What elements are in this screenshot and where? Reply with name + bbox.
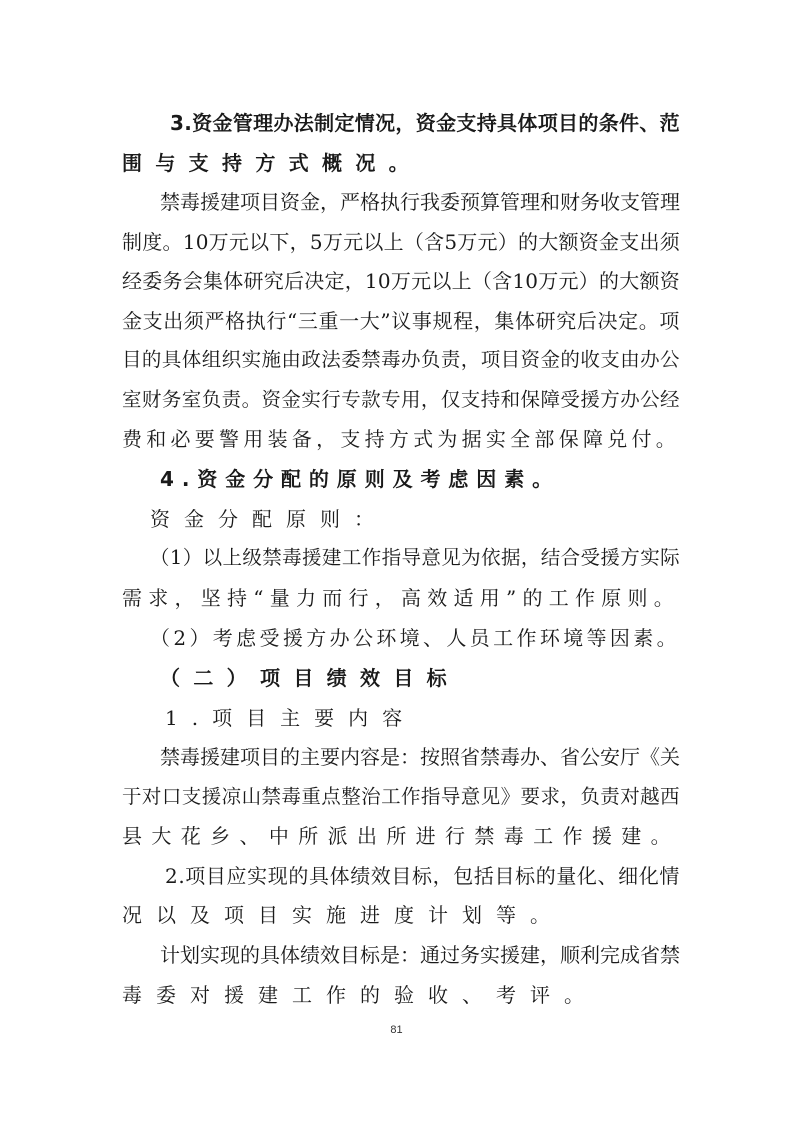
list-item-line: 需求，坚持“量力而行，高效适用”的工作原则。 (122, 586, 680, 610)
paragraph-line: 禁毒援建项目资金，严格执行我委预算管理和财务收支管理 (160, 190, 680, 214)
paragraph-line: 于对口支援凉山禁毒重点整治工作指导意见》要求，负责对越西 (122, 785, 680, 808)
paragraph-line: 毒委对援建工作的验收、考评。 (122, 983, 598, 1007)
page-number: 81 (390, 1024, 403, 1036)
paragraph-line: 室财务室负责。资金实行专款专用，仅支持和保障受援方办公经 (122, 388, 680, 411)
section-heading: （二）项目绩效目标 (160, 666, 460, 690)
section-4-heading: 4.资金分配的原则及考虑因素。 (160, 467, 560, 491)
paragraph-line: 金支出须严格执行“三重一大”议事规程，集体研究后决定。项 (122, 309, 680, 333)
list-item-line: （2）考虑受援方办公环境、人员工作环境等因素。 (150, 626, 680, 650)
paragraph-line: 目的具体组织实施由政法委禁毒办负责，项目资金的收支由办公 (122, 348, 680, 371)
section-3-heading-line-1: 3.资金管理办法制定情况，资金支持具体项目的条件、范 (170, 111, 680, 135)
paragraph-line: 禁毒援建项目的主要内容是：按照省禁毒办、省公安厅《关 (160, 745, 680, 769)
paragraph-line: 费和必要警用装备，支持方式为据实全部保障兑付。 (122, 427, 680, 451)
paragraph-line: 资金分配原则： (150, 507, 388, 531)
section-3-heading-line-2: 围与支持方式概况。 (122, 151, 422, 175)
subsection-heading: 2.项目应实现的具体绩效目标，包括目标的量化、细化情 (165, 864, 680, 888)
subsection-heading: 况以及项目实施进度计划等。 (122, 903, 564, 927)
paragraph-line: 经委务会集体研究后决定，10万元以上（含10万元）的大额资 (122, 269, 680, 293)
subsection-heading: 1.项目主要内容 (165, 706, 417, 730)
list-item-line: （1）以上级禁毒援建工作指导意见为依据，结合受援方实际 (150, 546, 680, 569)
paragraph-line: 县大花乡、中所派出所进行禁毒工作援建。 (122, 824, 680, 848)
paragraph-line: 计划实现的具体绩效目标是：通过务实援建，顺利完成省禁 (160, 943, 680, 967)
paragraph-line: 制度。10万元以下，5万元以上（含5万元）的大额资金支出须 (122, 230, 680, 254)
